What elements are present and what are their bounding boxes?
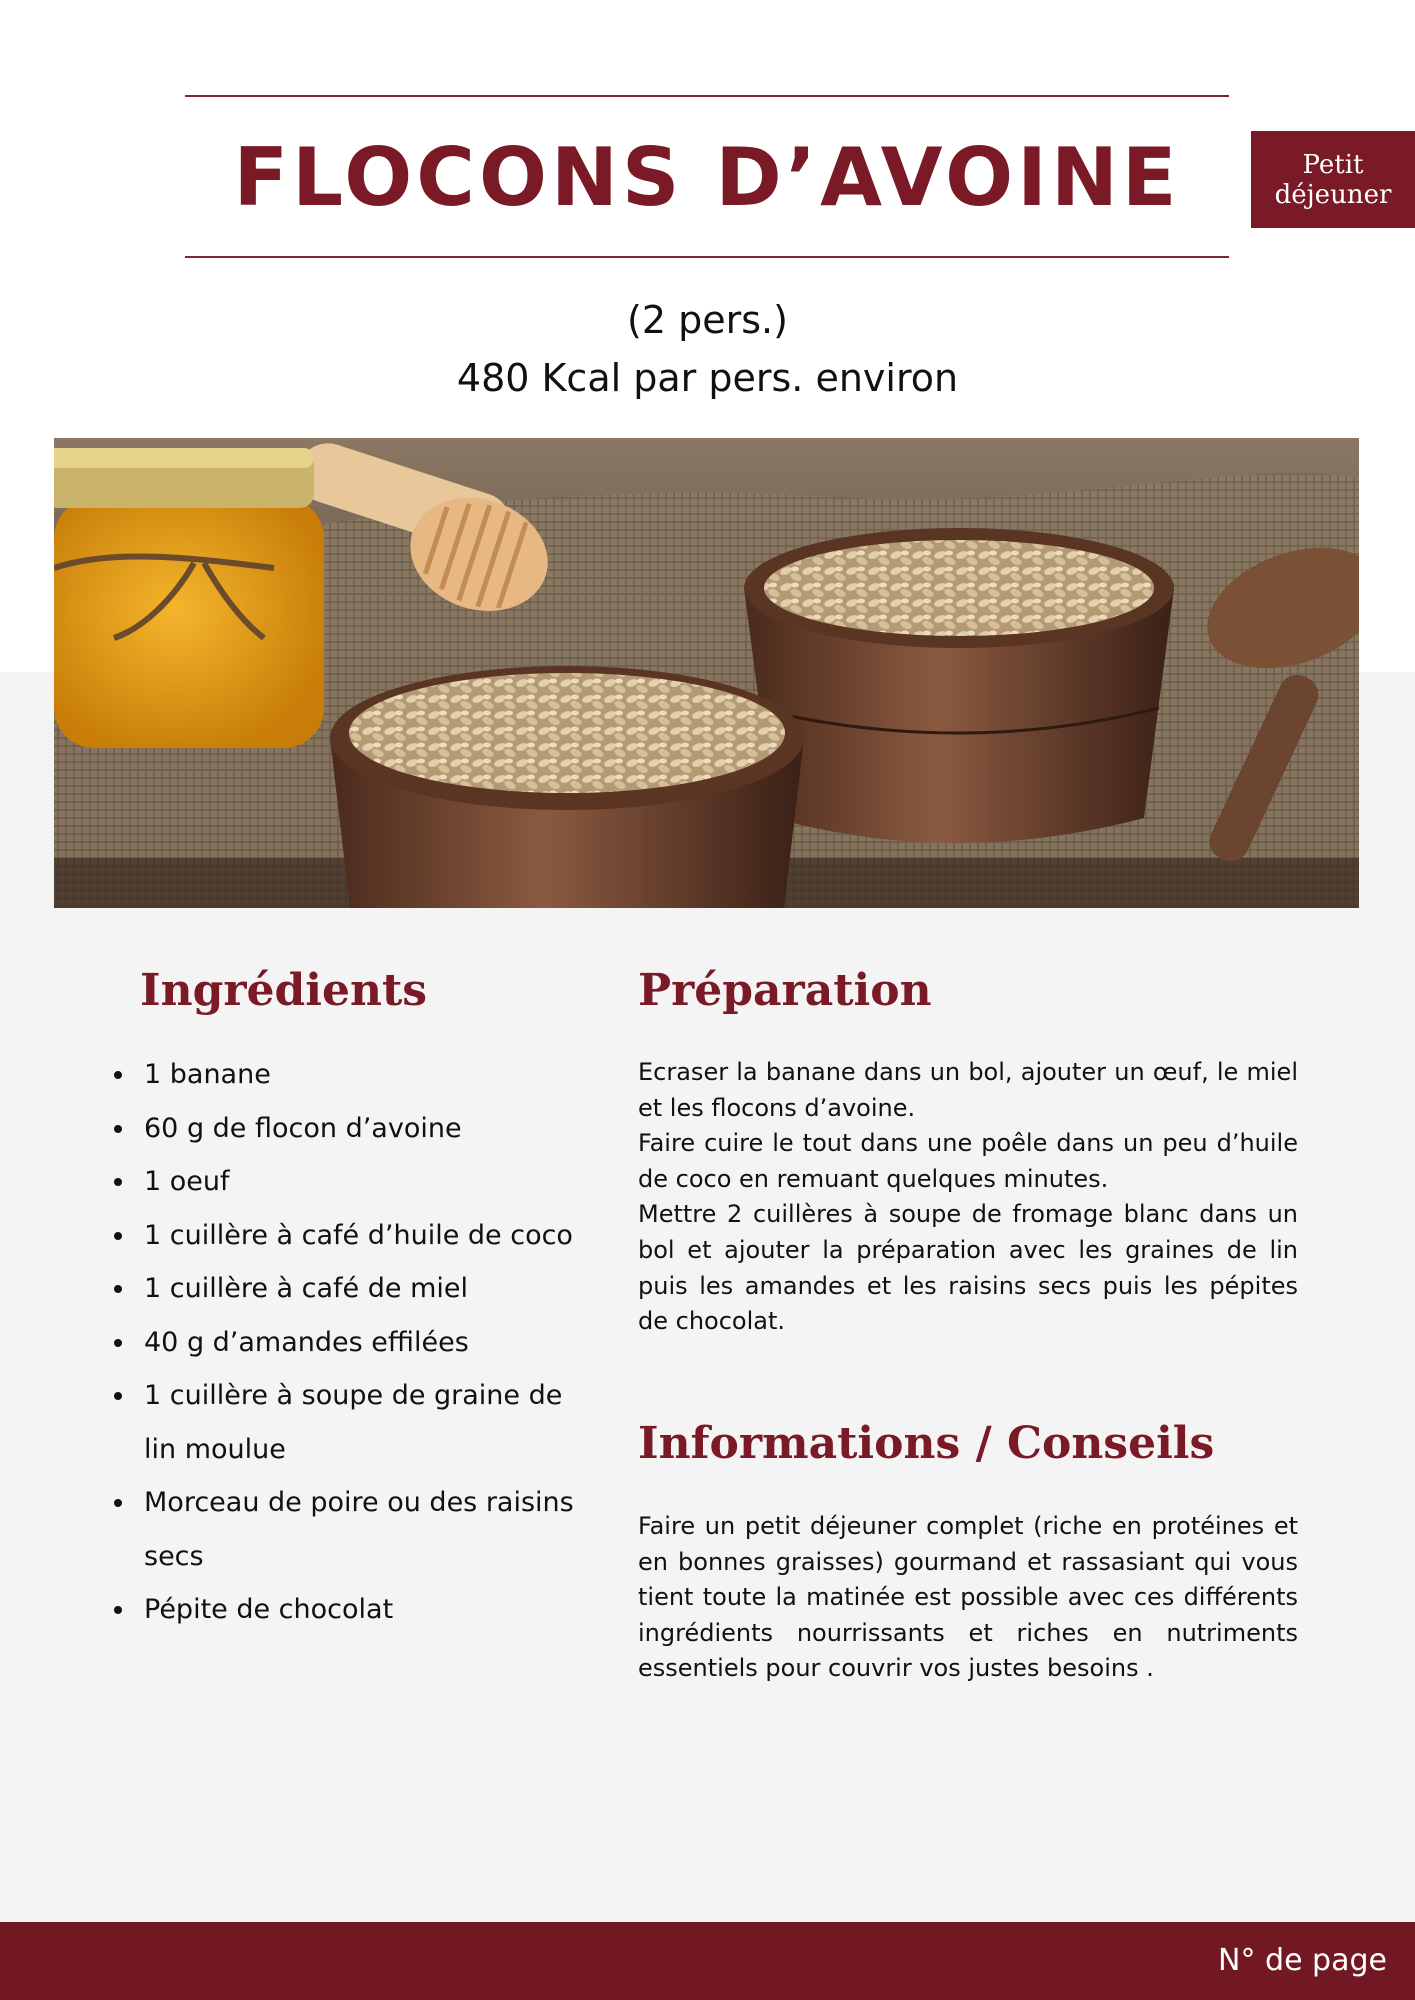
footer-bar bbox=[0, 1922, 1415, 2000]
list-item: 40 g d’amandes effilées bbox=[144, 1316, 584, 1370]
calories: 480 Kcal par pers. environ bbox=[456, 356, 959, 400]
ingredients-heading: Ingrédients bbox=[140, 965, 428, 1016]
oat-bowls-photo bbox=[54, 438, 1359, 908]
badge-line-2: déjeuner bbox=[1274, 179, 1392, 210]
preparation-text bbox=[638, 1055, 1298, 1340]
title-rule-bottom bbox=[185, 256, 1229, 258]
list-item: Pépite de chocolat bbox=[144, 1583, 584, 1637]
preparation-step: Faire cuire le tout dans une poêle dans un peu d’huile de coco en remuant quelques minutes. bbox=[638, 1129, 1298, 1193]
category-badge bbox=[1251, 131, 1415, 228]
ingredients-list bbox=[110, 1048, 584, 1637]
list-item: 1 cuillère à café d’huile de coco bbox=[144, 1209, 584, 1263]
list-item: 1 banane bbox=[144, 1048, 584, 1102]
title-rule-top bbox=[185, 95, 1229, 97]
page-number: N° de page bbox=[1218, 1943, 1387, 1978]
page-title: FLOCONS D’AVOINE bbox=[233, 131, 1181, 224]
info-text: Faire un petit déjeuner complet (riche en protéines et en bonnes graisses) gourmand et rassasiant qui vous tient toute la matinée est possible avec ces différents ingrédients nourrissants et riches en nutriments essentiels pour couvrir vos justes besoins . bbox=[638, 1512, 1298, 1683]
list-item: 60 g de flocon d’avoine bbox=[144, 1102, 584, 1156]
preparation-step: Mettre 2 cuillères à soupe de fromage blanc dans un bol et ajouter la préparation avec les graines de lin puis les amandes et les raisins secs puis les pépites de chocolat. bbox=[638, 1200, 1298, 1336]
list-item: Morceau de poire ou des raisins secs bbox=[144, 1476, 584, 1583]
list-item: 1 cuillère à café de miel bbox=[144, 1262, 584, 1316]
preparation-heading: Préparation bbox=[638, 965, 932, 1016]
info-heading: Informations / Conseils bbox=[638, 1418, 1215, 1469]
badge-line-1: Petit bbox=[1302, 149, 1364, 180]
servings: (2 pers.) bbox=[627, 298, 788, 342]
list-item: 1 oeuf bbox=[144, 1155, 584, 1209]
preparation-step: Ecraser la banane dans un bol, ajouter un œuf, le miel et les flocons d’avoine. bbox=[638, 1058, 1298, 1122]
list-item: 1 cuillère à soupe de graine de lin moulue bbox=[144, 1369, 584, 1476]
